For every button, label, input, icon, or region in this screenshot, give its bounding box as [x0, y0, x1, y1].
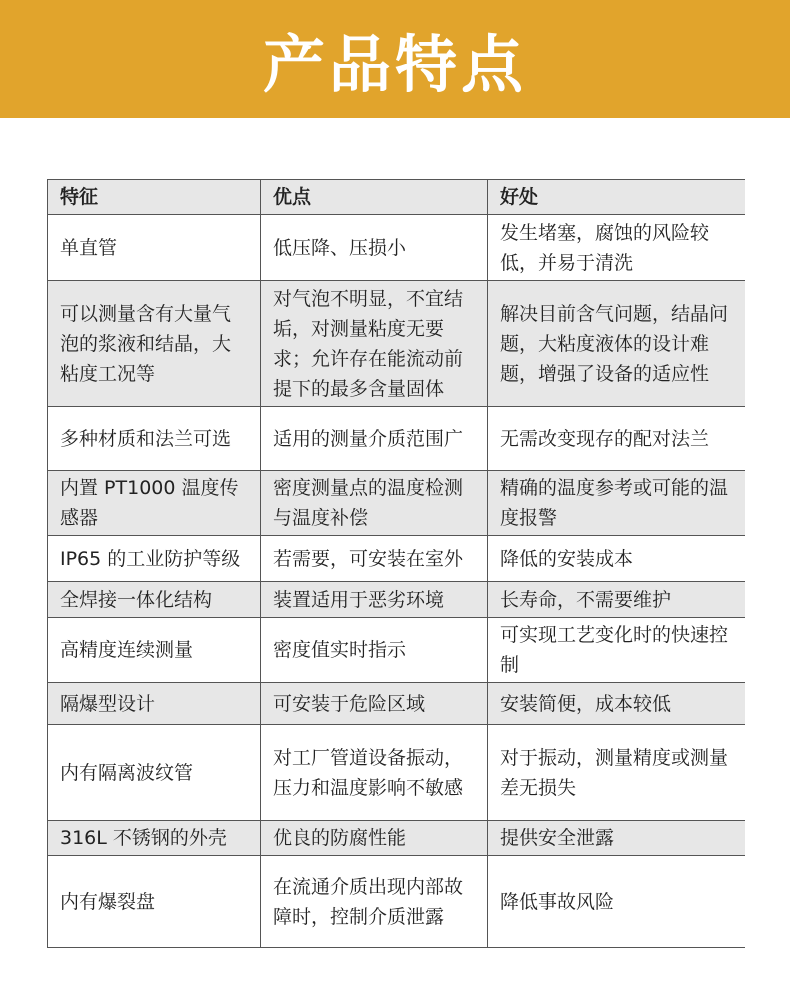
table-row: [48, 281, 745, 407]
cell-advantage: 对气泡不明显，不宜结垢，对测量粘度无要求；允许存在能流动前提下的最多含量固体: [261, 281, 488, 407]
cell-feature: 内有隔离波纹管: [48, 725, 261, 821]
header-feature: 特征: [48, 180, 261, 215]
cell-benefit: 安装简便，成本较低: [488, 683, 745, 725]
cell-feature: 全焊接一体化结构: [48, 582, 261, 618]
cell-benefit: 提供安全泄露: [488, 821, 745, 856]
feature-table: [47, 179, 745, 948]
cell-benefit: 降低事故风险: [488, 856, 745, 948]
cell-feature: 多种材质和法兰可选: [48, 407, 261, 471]
feature-table-container: [47, 179, 744, 948]
cell-benefit: 长寿命，不需要维护: [488, 582, 745, 618]
cell-advantage: 适用的测量介质范围广: [261, 407, 488, 471]
table-row: [48, 725, 745, 821]
cell-advantage: 密度值实时指示: [261, 618, 488, 683]
table-row: [48, 683, 745, 725]
cell-advantage: 低压降、压损小: [261, 215, 488, 281]
table-row: [48, 536, 745, 582]
cell-advantage: 在流通介质出现内部故障时，控制介质泄露: [261, 856, 488, 948]
cell-feature: 可以测量含有大量气泡的浆液和结晶，大粘度工况等: [48, 281, 261, 407]
cell-feature: 内有爆裂盘: [48, 856, 261, 948]
cell-advantage: 若需要，可安装在室外: [261, 536, 488, 582]
cell-benefit: 对于振动，测量精度或测量差无损失: [488, 725, 745, 821]
cell-advantage: 装置适用于恶劣环境: [261, 582, 488, 618]
cell-feature: IP65 的工业防护等级: [48, 536, 261, 582]
page-title: 产品特点: [262, 27, 527, 101]
cell-advantage: 可安装于危险区域: [261, 683, 488, 725]
cell-benefit: 可实现工艺变化时的快速控制: [488, 618, 745, 683]
table-row: [48, 215, 745, 281]
table-row: [48, 471, 745, 536]
cell-benefit: 发生堵塞，腐蚀的风险较低，并易于清洗: [488, 215, 745, 281]
table-row: [48, 407, 745, 471]
cell-feature: 内置 PT1000 温度传感器: [48, 471, 261, 536]
table-row: [48, 582, 745, 618]
cell-benefit: 无需改变现存的配对法兰: [488, 407, 745, 471]
header-advantage: 优点: [261, 180, 488, 215]
cell-feature: 隔爆型设计: [48, 683, 261, 725]
cell-benefit: 解决目前含气问题，结晶问题，大粘度液体的设计难题，增强了设备的适应性: [488, 281, 745, 407]
table-row: [48, 856, 745, 948]
cell-benefit: 精确的温度参考或可能的温度报警: [488, 471, 745, 536]
cell-feature: 316L 不锈钢的外壳: [48, 821, 261, 856]
cell-benefit: 降低的安装成本: [488, 536, 745, 582]
title-banner: [0, 0, 790, 118]
table-row: [48, 618, 745, 683]
cell-advantage: 对工厂管道设备振动，压力和温度影响不敏感: [261, 725, 488, 821]
cell-advantage: 密度测量点的温度检测与温度补偿: [261, 471, 488, 536]
table-header-row: [48, 180, 745, 215]
cell-advantage: 优良的防腐性能: [261, 821, 488, 856]
header-benefit: 好处: [488, 180, 745, 215]
table-row: [48, 821, 745, 856]
cell-feature: 高精度连续测量: [48, 618, 261, 683]
cell-feature: 单直管: [48, 215, 261, 281]
